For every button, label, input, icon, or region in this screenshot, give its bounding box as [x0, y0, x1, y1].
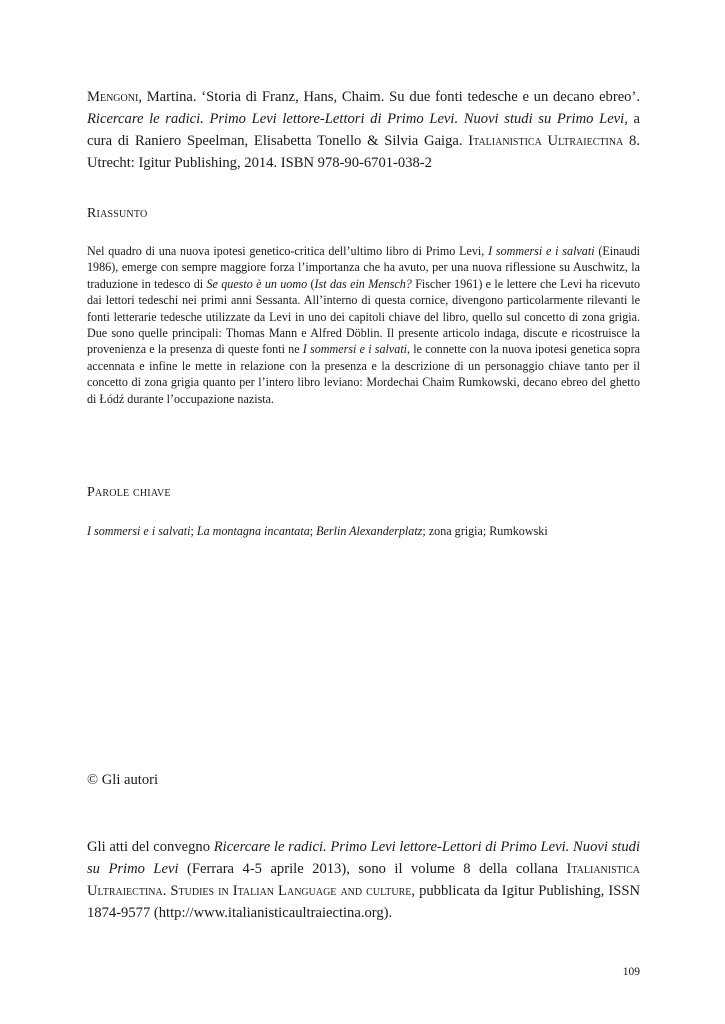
proceedings-part: , pubblicata da Igitur Publishing, ISSN 1874-9577 (http://www.italianisticaultraiectina.org). [87, 883, 640, 921]
keyword: La montagna incantata [196, 524, 310, 538]
series-name: Italianistica Ultraiectina [468, 133, 624, 149]
keywords-line [87, 523, 640, 539]
riassunto-heading: Riassunto [87, 206, 148, 221]
keyword-separator: ; [309, 524, 317, 538]
copyright-notice: © Gli autori [87, 772, 159, 788]
proceedings-title: Ricercare le radici. Primo Levi lettore-Lettori di Primo Levi. Nuovi studi su Primo Levi [87, 839, 640, 877]
proceedings-series: Italianistica Ultraiectina. Studies in Italian Language and culture [87, 861, 640, 899]
proceedings-part: Gli atti del convegno [87, 839, 214, 855]
abstract-part: , le connette con la nuova ipotesi genetica sopra accennata e infine le mette in relazione con la presenza e la descrizione di un personaggio chiave tanto per il concetto di zona grigia quanto per l’intero libro leviano: Mordechai Chaim Rumkowski, decano ebreo del ghetto di Łódź durante l’occupazione nazista. [87, 342, 640, 406]
keyword: I sommersi e i salvati [87, 524, 191, 538]
abstract-title: I sommersi e i salvati [488, 244, 595, 258]
abstract-part: Nel quadro di una nuova ipotesi genetico-critica dell’ultimo libro di Primo Levi, [87, 244, 489, 258]
parole-chiave-heading: Parole chiave [87, 485, 171, 500]
abstract-title: I sommersi e i salvati [302, 342, 408, 357]
keyword-rest: ; zona grigia; Rumkowski [422, 524, 548, 538]
abstract-text [87, 243, 640, 407]
publication-info: 8. Utrecht: Igitur Publishing, 2014. ISBN 978-90-6701-038-2 [87, 133, 640, 171]
proceedings-note [87, 836, 640, 924]
abstract-part: (Einaudi 1986), emerge con sempre maggiore forza l’importanza che ha avuto, per una nuova riflessione su Auschwitz, la traduzione in tedesco di [87, 244, 640, 291]
volume-title: Ricercare le radici. Primo Levi lettore-Lettori di Primo Levi. Nuovi studi su Primo Levi, [87, 111, 628, 127]
abstract-title: Ist das ein Mensch? [314, 276, 412, 291]
abstract-part: Fischer 1961) e le lettere che Levi ha ricevuto dai lettori tedeschi nei primi anni Sessanta. All’interno di questa cornice, divengono particolarmente rilevanti le fonti letterarie tedesche utilizzate da Levi in uno dei capitoli chiave del libro, quello sul concetto di zona grigia. Due sono quelle principali: Thomas Mann e Alfred Döblin. Il presente articolo indaga, discute e ricostruisce la provenienza e la presenza di queste fonti ne [87, 276, 640, 357]
keyword: Berlin Alexanderplatz [316, 524, 423, 538]
author-lastname: Mengoni [87, 89, 139, 105]
keyword-separator: ; [190, 524, 197, 538]
abstract-title: Se questo è un uomo [206, 276, 308, 291]
bibliographic-citation [87, 86, 640, 174]
proceedings-part: (Ferrara 4-5 aprile 2013), sono il volume 8 della collana [178, 861, 567, 877]
page-number: 109 [622, 966, 640, 978]
abstract-part: ( [307, 276, 315, 291]
editors: a cura di Raniero Speelman, Elisabetta Tonello & Silvia Gaiga. [87, 111, 640, 149]
author-rest: , Martina. ‘Storia di Franz, Hans, Chaim. Su due fonti tedesche e un decano ebreo’. [138, 89, 640, 105]
